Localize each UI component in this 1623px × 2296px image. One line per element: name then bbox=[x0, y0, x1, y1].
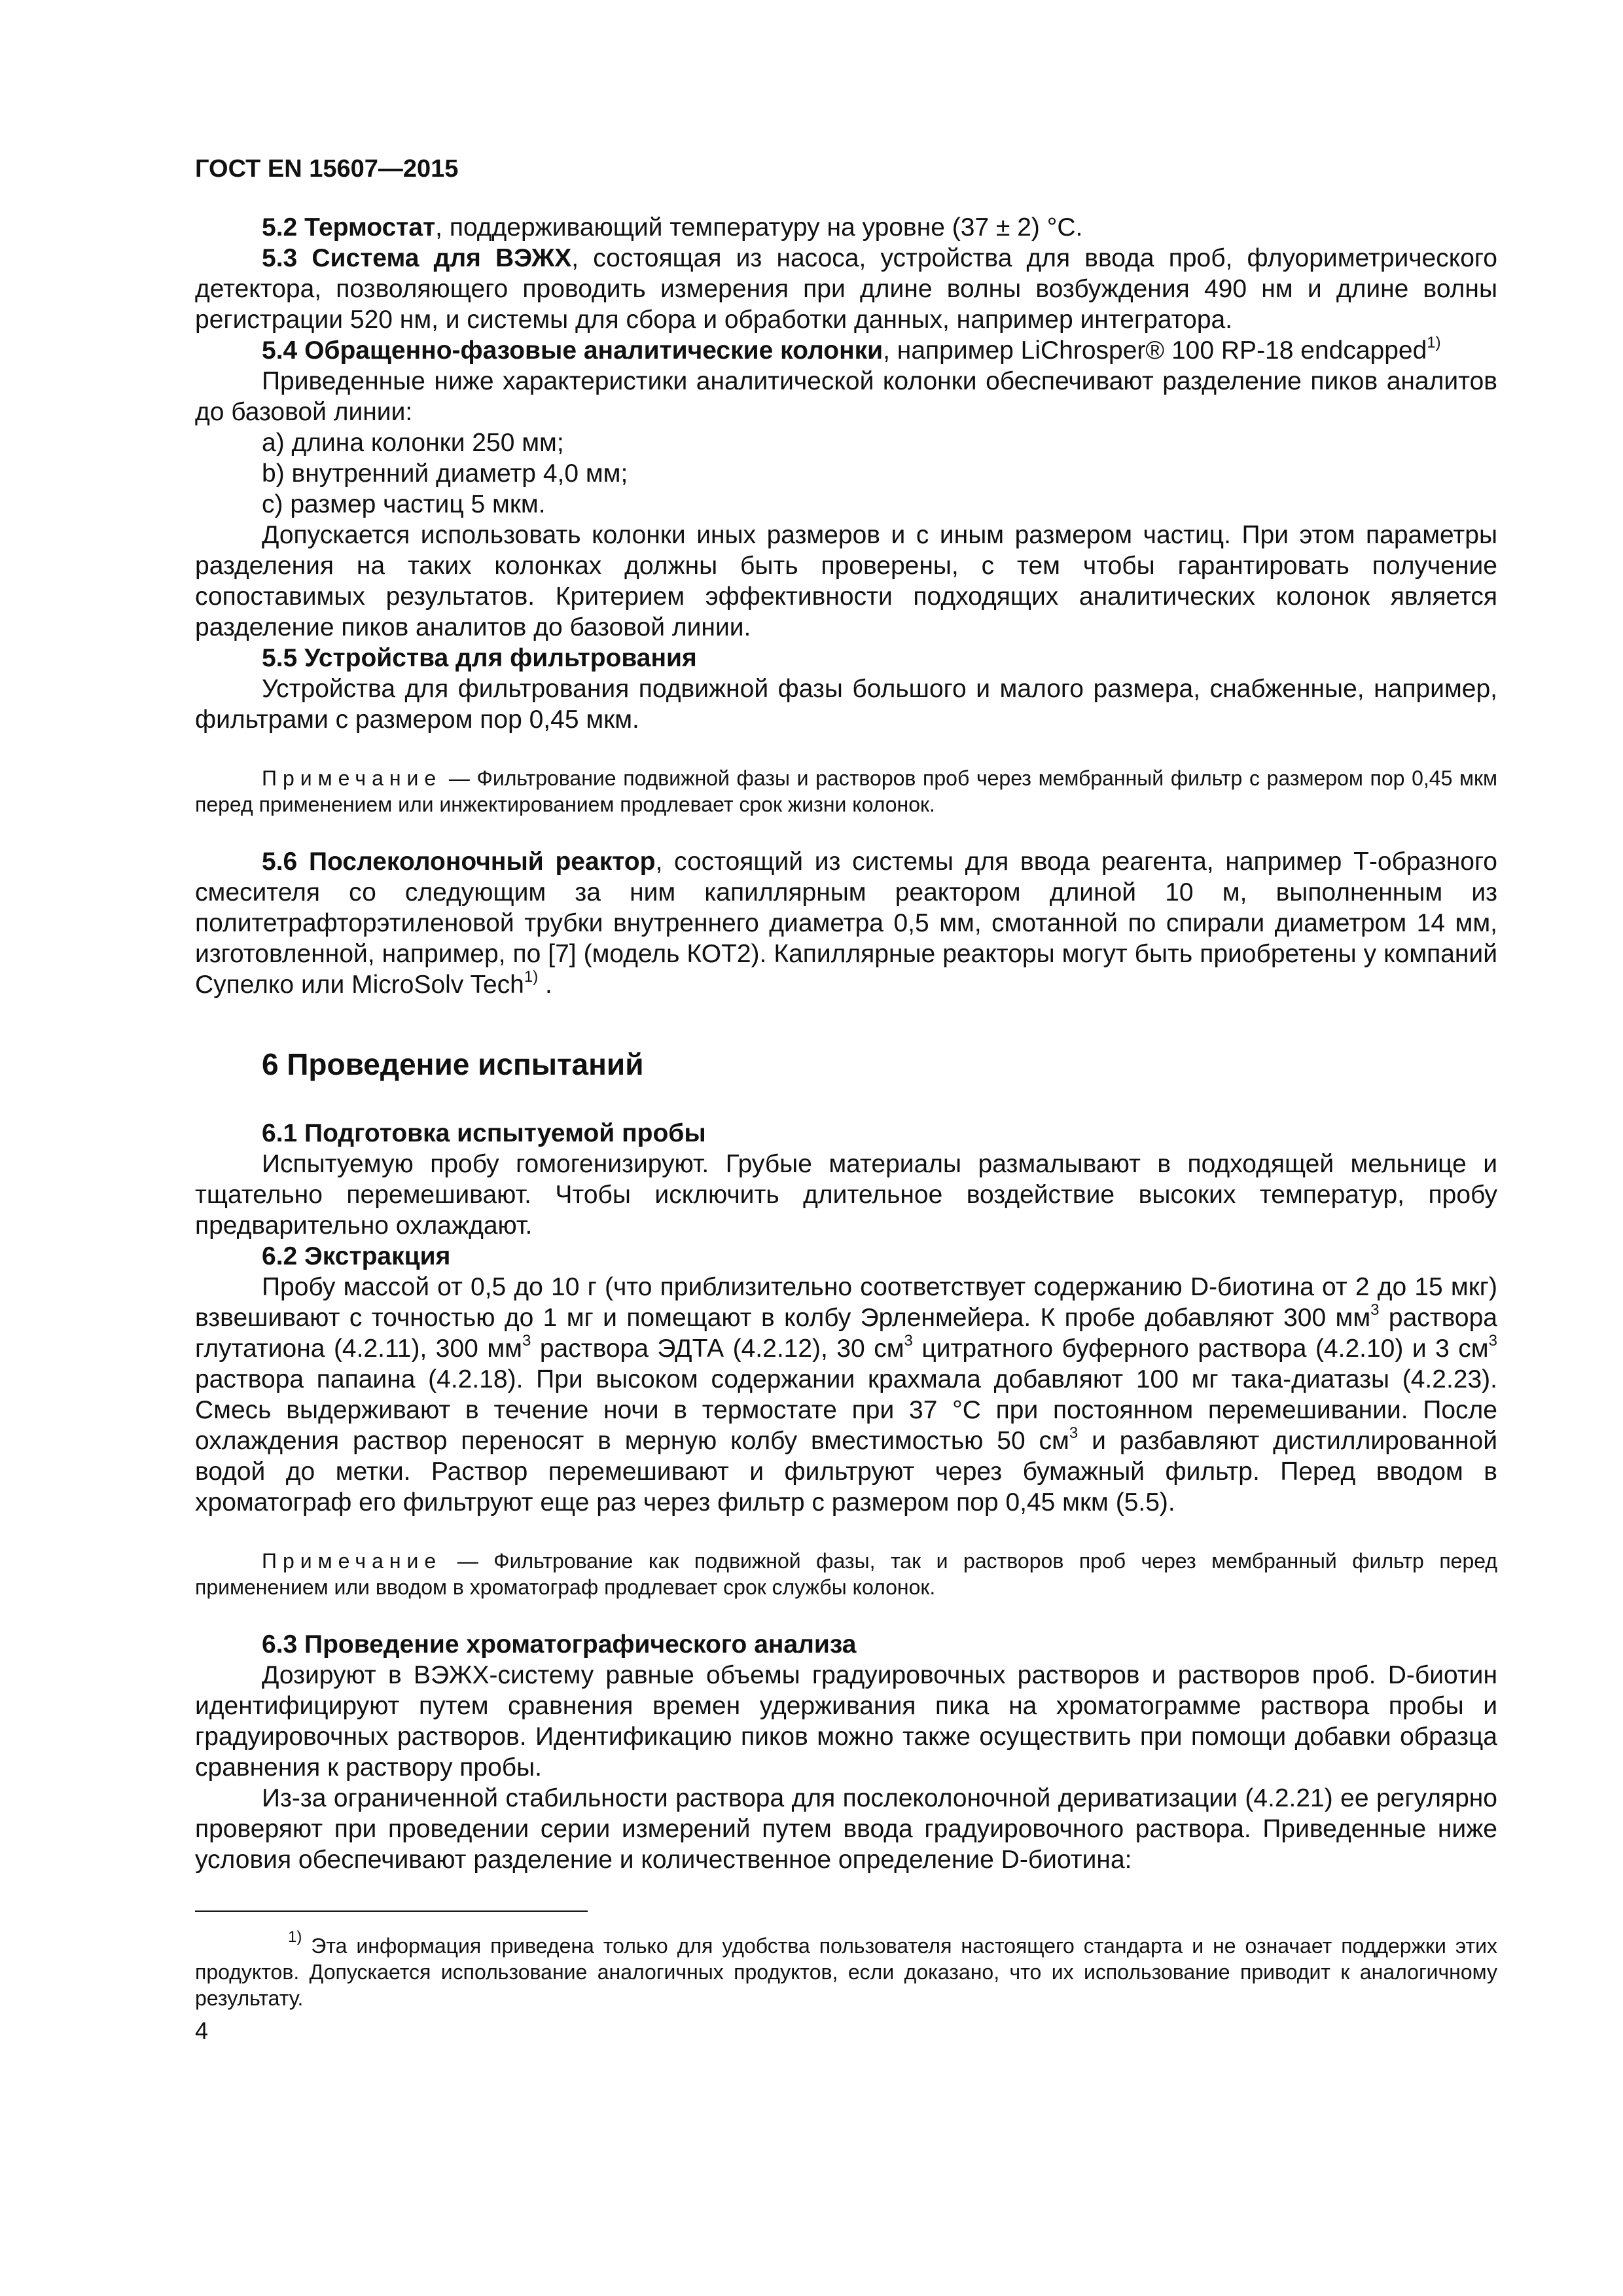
section-5-5-heading bbox=[195, 643, 1497, 673]
section-6-3-title bbox=[195, 1629, 1497, 1660]
section-5-6 bbox=[195, 846, 1497, 1000]
section-6-1-text: Испытуемую пробу гомогенизируют. Грубые материалы размалывают в подходящей мельнице и тщательно перемешивают. Чтобы исключить длительное воздействие высоких температур, пробу предварительно охлаждают. bbox=[195, 1150, 1497, 1240]
section-5-4-intro: Приведенные ниже характеристики аналитической колонки обеспечивают разделение пиков аналитов до базовой линии: bbox=[195, 367, 1497, 426]
section-6-3-p2: Из-за ограниченной стабильности раствора для послеколоночной дериватизации (4.2.21) ее регулярно проверяют при проведении серии измерений путем ввода градуировочного раствора. Приведенные ниже условия обеспечивают разделение и количественное определение D-биотина: bbox=[195, 1784, 1497, 1874]
document-page bbox=[195, 154, 1497, 2045]
footnote-mark: 1) bbox=[288, 1928, 302, 1946]
text-run: раствора папаина (4.2.18). При высоком содержании крахмала добавляют 100 мг така-диатазы (4.2.23). Смесь выдерживают в течение ночи в термостате при 37 °С при постоянном перемешивании. После охлаждения раствор переносят в мерную колбу вместимостью 50 см bbox=[195, 1365, 1497, 1455]
section-6-2-text bbox=[195, 1272, 1497, 1518]
superscript: 3 bbox=[1488, 1332, 1497, 1350]
section-6-3-p1: Дозируют в ВЭЖХ-систему равные объемы градуировочных растворов и растворов проб. D-биотин идентифицируют путем сравнения времен удерживания пика на хроматограмме раствора пробы и градуировочных растворов. Идентификацию пиков можно также осуществить при помощи добавки образца сравнения к раствору пробы. bbox=[195, 1661, 1497, 1782]
text-run: Пробу массой от 0,5 до 10 г (что приблизительно соответствует содержанию D-биотина от 2 до 15 мкг) взвешивают с точностью до 1 мг и помещают в колбу Эрленмейера. К пробе добавляют 300 мм bbox=[195, 1273, 1497, 1332]
note-2 bbox=[195, 1548, 1497, 1600]
footnote bbox=[195, 1928, 1497, 2011]
list-item: b) внутренний диаметр 4,0 мм; bbox=[262, 459, 628, 488]
section-6-2-title bbox=[195, 1241, 1497, 1272]
note-1 bbox=[195, 765, 1497, 817]
text-run: раствора глутатиона (4.2.11), 300 мм bbox=[195, 1304, 1497, 1363]
superscript: 3 bbox=[1370, 1301, 1380, 1319]
section-6-1-title bbox=[195, 1118, 1497, 1149]
section-5-2-text: , поддерживающий температуру на уровне (37 ± 2) °С. bbox=[435, 213, 1083, 242]
section-5-6-tail: . bbox=[538, 971, 552, 999]
footnote-text: Эта информация приведена только для удобства пользователя настоящего стандарта и не означает поддержки этих продуктов. Допускается использование аналогичных продуктов, если доказано, что их использование приводит к аналогичному результату. bbox=[195, 1934, 1497, 2010]
page-number: 4 bbox=[195, 2017, 209, 2044]
section-5-5-text: Устройства для фильтрования подвижной фазы большого и малого размера, снабженные, например, фильтрами с размером пор 0,45 мкм. bbox=[195, 675, 1497, 734]
note-2-text: — Фильтрование как подвижной фазы, так и растворов проб через мембранный фильтр перед применением или вводом в хроматограф продлевает срок службы колонок. bbox=[195, 1549, 1497, 1599]
section-5-4-extra: Допускается использовать колонки иных размеров и с иным размером частиц. При этом параметры разделения на таких колонках должны быть проверены, с тем чтобы гарантировать получение сопоставимых результатов. Критерием эффективности подходящих аналитических колонок является разделение пиков аналитов до базовой линии. bbox=[195, 521, 1497, 641]
section-5-2 bbox=[195, 212, 1497, 243]
note-1-text: — Фильтрование подвижной фазы и растворов проб через мембранный фильтр с размером пор 0,45 мкм перед применением или инжектированием продлевает срок жизни колонок. bbox=[195, 766, 1497, 816]
footnote-ref: 1) bbox=[524, 968, 539, 986]
superscript: 3 bbox=[522, 1332, 531, 1350]
section-5-6-text: , состоящий из системы для ввода реагента, например Т-образного смесителя со следующим за ним капиллярным реактором длиной 10 м, выполненным из политетрафторэтиленовой трубки внутреннего диаметра 0,5 мм, смотанной по спирали диаметром 14 мм, изготовленной, например, по [7] (модель КОТ2). Капиллярные реакторы могут быть приобретены у компаний Супелко или MicroSolv Tech bbox=[195, 848, 1497, 999]
section-5-2-num: 5.2 bbox=[262, 213, 298, 242]
footnote-ref: 1) bbox=[1427, 334, 1441, 351]
section-5-4-title: Обращенно-фазовые аналитические колонки bbox=[304, 336, 883, 365]
list-item: a) длина колонки 250 мм; bbox=[262, 429, 564, 457]
section-6-3-title-text: 6.3 Проведение хроматографического анализа bbox=[262, 1630, 857, 1659]
superscript: 3 bbox=[1069, 1424, 1079, 1442]
section-5-3-title: Система для ВЭЖХ bbox=[312, 244, 572, 272]
list-item: c) размер частиц 5 мкм. bbox=[262, 490, 546, 518]
section-6-1-title-text: 6.1 Подготовка испытуемой пробы bbox=[262, 1119, 706, 1147]
text-run: раствора ЭДТА (4.2.12), 30 см bbox=[531, 1335, 904, 1363]
note-label: Примечание bbox=[262, 766, 442, 790]
superscript: 3 bbox=[904, 1332, 913, 1350]
section-5-3 bbox=[195, 243, 1497, 335]
section-5-6-num: 5.6 bbox=[262, 848, 298, 876]
section-5-5-title: Устройства для фильтрования bbox=[304, 644, 697, 672]
section-5-5-num: 5.5 bbox=[262, 644, 298, 672]
section-5-4-num: 5.4 bbox=[262, 336, 298, 365]
section-5-3-text: , состоящая из насоса, устройства для ввода проб, флуориметрического детектора, позволяющего проводить измерения при длине волны возбуждения 490 нм и длине волны регистрации 520 нм, и системы для сбора и обработки данных, например интегратора. bbox=[195, 244, 1497, 334]
section-5-4 bbox=[195, 335, 1497, 366]
section-5-3-num: 5.3 bbox=[262, 244, 298, 272]
text-run: и разбавляют дистиллированной водой до метки. Раствор перемешивают и фильтруют через бумажный фильтр. Перед вводом в хроматограф его фильтруют еще раз через фильтр с размером пор 0,45 мкм (5.5). bbox=[195, 1427, 1498, 1516]
text-run: цитратного буферного раствора (4.2.10) и 3 см bbox=[912, 1335, 1489, 1363]
note-label: Примечание bbox=[262, 1549, 442, 1573]
section-5-4-text: , например LiChrosper® 100 RP-18 endcapped bbox=[883, 336, 1427, 365]
document-header: ГОСТ EN 15607—2015 bbox=[195, 155, 459, 183]
section-5-6-title: Послеколоночный реактор bbox=[308, 848, 656, 876]
section-6-2-title-text: 6.2 Экстракция bbox=[262, 1242, 451, 1270]
footnote-divider bbox=[195, 1910, 588, 1912]
section-5-2-title: Термостат bbox=[304, 213, 436, 242]
section-6-title: 6 Проведение испытаний bbox=[262, 1047, 644, 1081]
